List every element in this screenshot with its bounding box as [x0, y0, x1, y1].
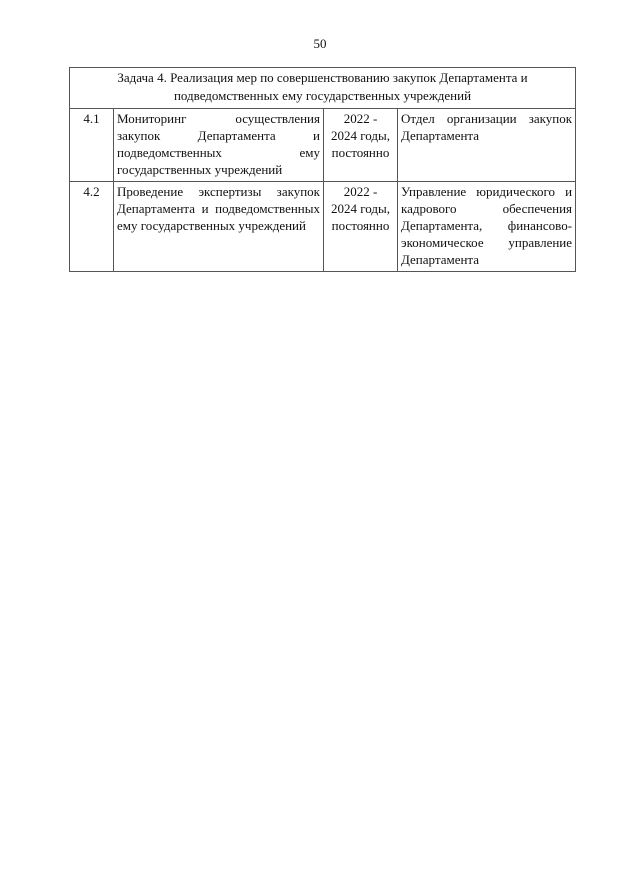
- row-term: [324, 182, 398, 272]
- row-activity: Мониторинг осуществления закупок Департамента и подведомственных ему государственных учреждений: [114, 109, 324, 182]
- table-row: [70, 109, 576, 182]
- row-activity: Проведение экспертизы закупок Департамента и подведомственных ему государственных учреждений: [114, 182, 324, 272]
- task-title: [70, 68, 576, 109]
- row-term: [324, 109, 398, 182]
- page-number: 50: [313, 36, 327, 51]
- task-title-line-1: Задача 4. Реализация мер по совершенствованию закупок Департамента и: [117, 70, 528, 85]
- row-number: 4.2: [70, 182, 114, 272]
- row-term-line-2: 2024 годы,: [331, 128, 390, 143]
- row-responsible: Управление юридического и кадрового обеспечения Департамента, финансово-экономическое управление Департамента: [398, 182, 576, 272]
- row-number: 4.1: [70, 109, 114, 182]
- row-responsible: Отдел организации закупок Департамента: [398, 109, 576, 182]
- row-term-line-2: 2024 годы,: [331, 201, 390, 216]
- task-header-row: [70, 68, 576, 109]
- row-term-line-3: постоянно: [331, 218, 390, 233]
- table-row: [70, 182, 576, 272]
- row-term-line-3: постоянно: [331, 145, 390, 160]
- plan-table: [69, 67, 576, 272]
- task-title-line-2: подведомственных ему государственных учреждений: [173, 88, 472, 103]
- row-term-line-1: 2022 -: [343, 184, 378, 199]
- row-term-line-1: 2022 -: [343, 111, 378, 126]
